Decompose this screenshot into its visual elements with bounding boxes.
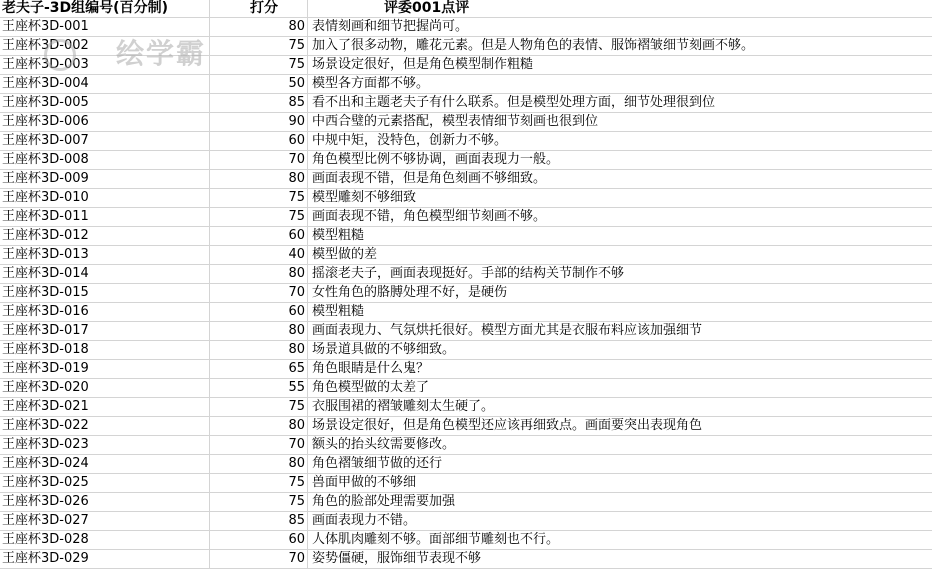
id-cell[interactable]: 王座杯3D-023 [0,436,210,455]
table-row [0,132,932,151]
score-cell[interactable]: 60 [210,303,308,322]
comment-cell[interactable]: 中西合璧的元素搭配，模型表情细节刻画也很到位 [308,113,932,132]
id-cell[interactable]: 王座杯3D-014 [0,265,210,284]
header-id-cell[interactable]: 老夫子-3D组编号(百分制) [0,0,210,18]
score-cell[interactable]: 60 [210,132,308,151]
id-cell[interactable]: 王座杯3D-010 [0,189,210,208]
table-row [0,94,932,113]
table-row [0,303,932,322]
comment-cell[interactable]: 姿势僵硬，服饰细节表现不够 [308,550,932,569]
comment-cell[interactable]: 衣服围裙的褶皱雕刻太生硬了。 [308,398,932,417]
score-cell[interactable]: 85 [210,512,308,531]
table-row [0,151,932,170]
id-cell[interactable]: 王座杯3D-012 [0,227,210,246]
comment-cell[interactable]: 画面表现不错，但是角色刻画不够细致。 [308,170,932,189]
score-cell[interactable]: 85 [210,94,308,113]
score-cell[interactable]: 75 [210,208,308,227]
score-cell[interactable]: 75 [210,37,308,56]
score-cell[interactable]: 70 [210,550,308,569]
id-cell[interactable]: 王座杯3D-022 [0,417,210,436]
score-cell[interactable]: 65 [210,360,308,379]
id-cell[interactable]: 王座杯3D-029 [0,550,210,569]
id-cell[interactable]: 王座杯3D-005 [0,94,210,113]
comment-cell[interactable]: 模型雕刻不够细致 [308,189,932,208]
comment-cell[interactable]: 模型各方面都不够。 [308,75,932,94]
comment-cell[interactable]: 额头的抬头纹需要修改。 [308,436,932,455]
id-cell[interactable]: 王座杯3D-011 [0,208,210,227]
id-cell[interactable]: 王座杯3D-027 [0,512,210,531]
table-row [0,75,932,94]
id-cell[interactable]: 王座杯3D-020 [0,379,210,398]
id-cell[interactable]: 王座杯3D-028 [0,531,210,550]
score-cell[interactable]: 75 [210,398,308,417]
id-cell[interactable]: 王座杯3D-007 [0,132,210,151]
comment-cell[interactable]: 看不出和主题老夫子有什么联系。但是模型处理方面，细节处理很到位 [308,94,932,113]
score-cell[interactable]: 80 [210,455,308,474]
watermark-text: 绘学霸 [116,37,207,70]
table-row [0,18,932,37]
score-cell[interactable]: 80 [210,170,308,189]
comment-cell[interactable]: 人体肌肉雕刻不够。面部细节雕刻也不行。 [308,531,932,550]
table-row [0,246,932,265]
id-cell[interactable]: 王座杯3D-019 [0,360,210,379]
id-cell[interactable]: 王座杯3D-026 [0,493,210,512]
table-row [0,189,932,208]
score-cell[interactable]: 80 [210,18,308,37]
comment-cell[interactable]: 画面表现力不错。 [308,512,932,531]
id-cell[interactable]: 王座杯3D-017 [0,322,210,341]
id-cell[interactable]: 王座杯3D-016 [0,303,210,322]
comment-cell[interactable]: 女性角色的胳膊处理不好，是硬伤 [308,284,932,303]
table-row [0,493,932,512]
id-cell[interactable]: 王座杯3D-021 [0,398,210,417]
table-row [0,531,932,550]
table-row [0,474,932,493]
score-cell[interactable]: 70 [210,151,308,170]
score-cell[interactable]: 60 [210,531,308,550]
score-cell[interactable]: 75 [210,189,308,208]
id-cell[interactable]: 王座杯3D-006 [0,113,210,132]
comment-cell[interactable]: 模型粗糙 [308,227,932,246]
comment-cell[interactable]: 场景设定很好，但是角色模型还应该再细致点。画面要突出表现角色 [308,417,932,436]
score-cell[interactable]: 60 [210,227,308,246]
comment-cell[interactable]: 模型做的差 [308,246,932,265]
id-cell[interactable]: 王座杯3D-002 [0,37,210,56]
table-row [0,284,932,303]
table-row [0,113,932,132]
comment-cell[interactable]: 中规中矩，没特色，创新力不够。 [308,132,932,151]
score-cell[interactable]: 55 [210,379,308,398]
id-cell[interactable]: 王座杯3D-009 [0,170,210,189]
table-body [0,18,932,569]
score-cell[interactable]: 70 [210,284,308,303]
table-row [0,56,932,75]
score-cell[interactable]: 80 [210,265,308,284]
comment-cell[interactable]: 场景道具做的不够细致。 [308,341,932,360]
comment-cell[interactable]: 角色的脸部处理需要加强 [308,493,932,512]
comment-cell[interactable]: 摇滚老夫子，画面表现挺好。手部的结构关节制作不够 [308,265,932,284]
score-cell[interactable]: 80 [210,417,308,436]
table-row [0,436,932,455]
comment-cell[interactable]: 加入了很多动物，雕花元素。但是人物角色的表情、服饰褶皱细节刻画不够。 [308,37,932,56]
id-cell[interactable]: 王座杯3D-015 [0,284,210,303]
id-cell[interactable]: 王座杯3D-025 [0,474,210,493]
table-row [0,398,932,417]
score-cell[interactable]: 75 [210,493,308,512]
table-row [0,170,932,189]
table-row [0,227,932,246]
id-cell[interactable]: 王座杯3D-018 [0,341,210,360]
score-cell[interactable]: 80 [210,322,308,341]
score-cell[interactable]: 90 [210,113,308,132]
comment-cell[interactable]: 角色模型做的太差了 [308,379,932,398]
comment-cell[interactable]: 模型粗糙 [308,303,932,322]
header-comment-cell[interactable]: 评委001点评 [308,0,932,18]
comment-cell[interactable]: 场景设定很好，但是角色模型制作粗糙 [308,56,932,75]
score-cell[interactable]: 50 [210,75,308,94]
comment-cell[interactable]: 画面表现力、气氛烘托很好。模型方面尤其是衣服布料应该加强细节 [308,322,932,341]
score-cell[interactable]: 80 [210,341,308,360]
id-cell[interactable]: 王座杯3D-024 [0,455,210,474]
table-row [0,208,932,227]
table-row [0,341,932,360]
table-row [0,360,932,379]
score-cell[interactable]: 40 [210,246,308,265]
comment-cell[interactable]: 画面表现不错，角色模型细节刻画不够。 [308,208,932,227]
comment-cell[interactable]: 兽面甲做的不够细 [308,474,932,493]
table-row [0,550,932,569]
table-row [0,322,932,341]
header-score-cell[interactable]: 打分 [210,0,308,18]
header-row [0,0,932,18]
table-row [0,455,932,474]
comment-cell[interactable]: 角色褶皱细节做的还行 [308,455,932,474]
score-cell[interactable]: 75 [210,56,308,75]
score-cell[interactable]: 70 [210,436,308,455]
id-cell[interactable]: 王座杯3D-008 [0,151,210,170]
id-cell[interactable]: 王座杯3D-013 [0,246,210,265]
id-cell[interactable]: 王座杯3D-003 [0,56,210,75]
table-row [0,512,932,531]
table-row [0,379,932,398]
score-cell[interactable]: 75 [210,474,308,493]
comment-cell[interactable]: 角色模型比例不够协调，画面表现力一般。 [308,151,932,170]
comment-cell[interactable]: 表情刻画和细节把握尚可。 [308,18,932,37]
id-cell[interactable]: 王座杯3D-004 [0,75,210,94]
comment-cell[interactable]: 角色眼睛是什么鬼？ [308,360,932,379]
table-row [0,265,932,284]
table-row [0,37,932,56]
table-row [0,417,932,436]
id-cell[interactable]: 王座杯3D-001 [0,18,210,37]
